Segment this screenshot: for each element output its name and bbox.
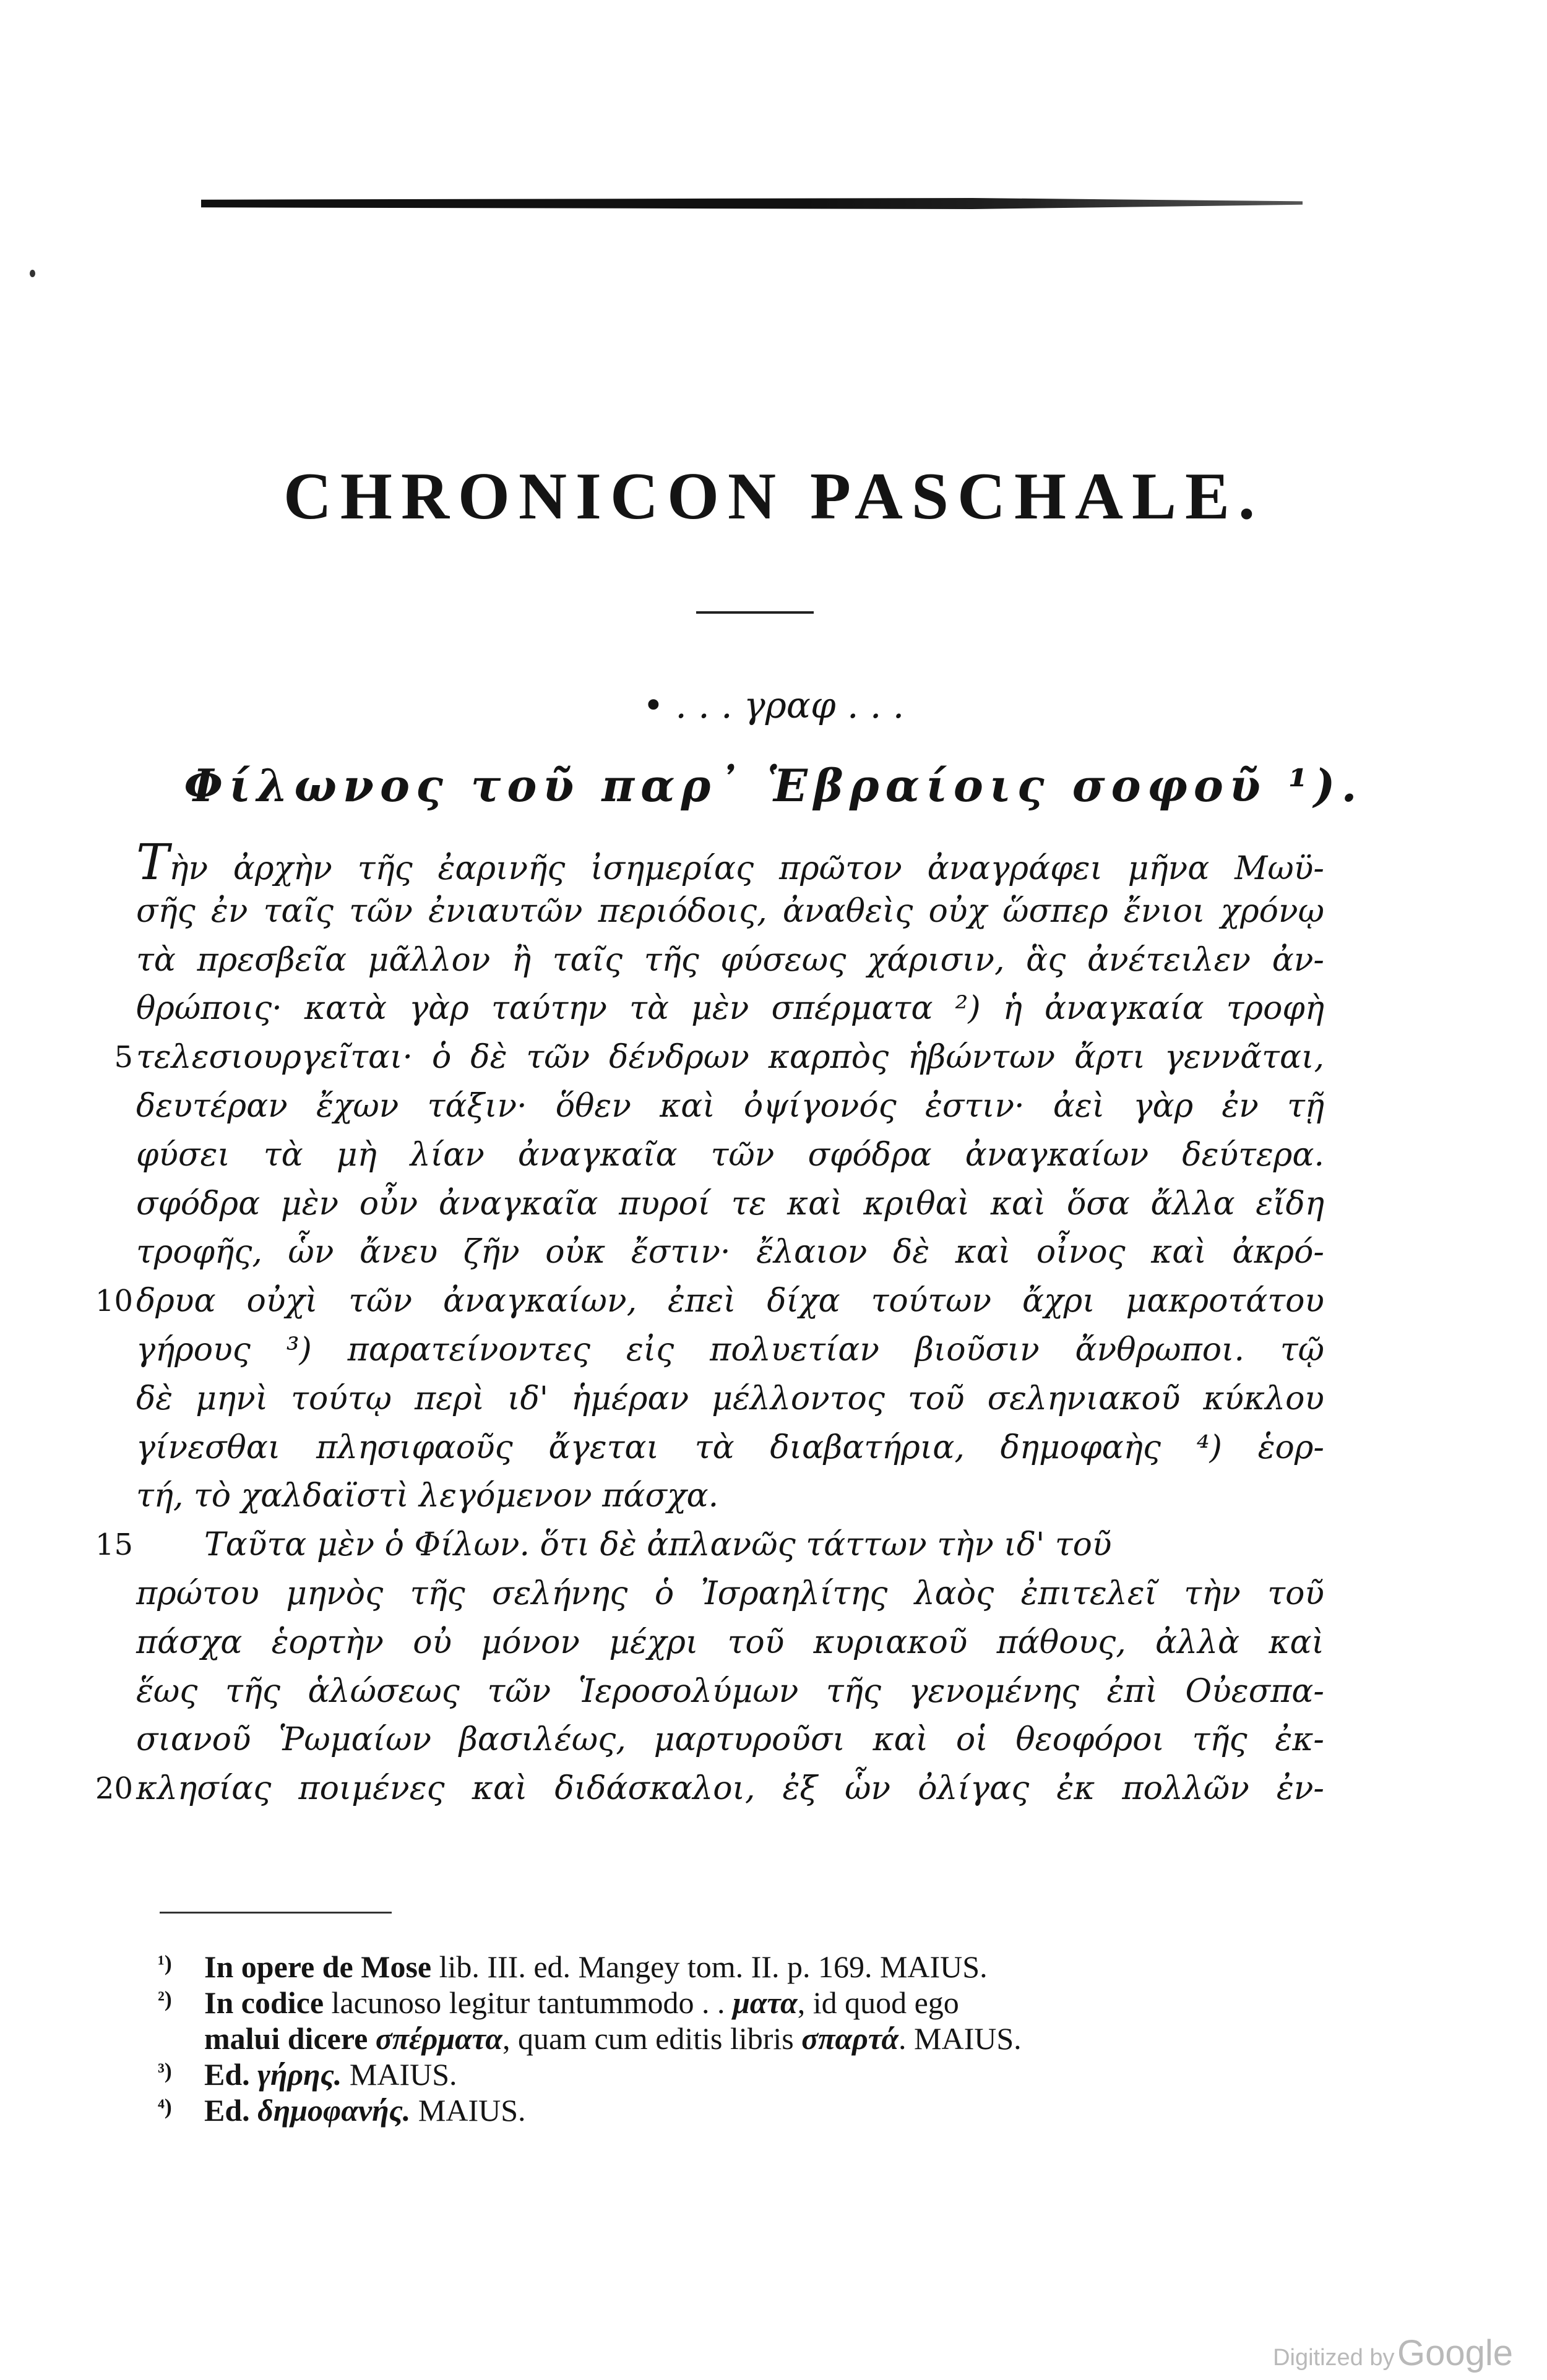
digitized-watermark bbox=[1273, 2332, 1513, 2374]
line-text: Τὴν ἀρχὴν τῆς ἐαρινῆς ἰσημερίας πρῶτον ἀναγράφει μῆνα Μωϋ- bbox=[136, 833, 1324, 891]
line-text: τροφῆς, ὧν ἄνευ ζῆν οὐκ ἔστιν· ἔλαιον δὲ καὶ οἶνος καὶ ἀκρό- bbox=[136, 1234, 1324, 1271]
footnote-continuation bbox=[204, 2021, 1334, 2056]
body-text bbox=[95, 833, 1324, 1813]
text-line bbox=[95, 1764, 1324, 1813]
footnote-greek: ματα bbox=[733, 1985, 798, 2020]
ink-speck bbox=[30, 270, 35, 277]
text-line bbox=[136, 1082, 1324, 1131]
page-title: CHRONICON PASCHALE. bbox=[283, 460, 1264, 533]
line-text: γήρους ³) παρατείνοντες εἰς πολυετίαν βιοῦσιν ἄνθρωποι. τῷ bbox=[136, 1331, 1324, 1368]
text-line bbox=[136, 1131, 1324, 1180]
text-line bbox=[136, 1180, 1324, 1229]
line-text: γίνεσθαι πλησιφαοῦς ἄγεται τὰ διαβατήρια, δημοφαὴς ⁴) ἑορ- bbox=[136, 1428, 1324, 1466]
line-text: θρώποις· κατὰ γὰρ ταύτην τὰ μὲν σπέρματα ²) ἡ ἀναγκαία τροφὴ bbox=[136, 990, 1324, 1028]
line-text: πάσχα ἑορτὴν οὐ μόνον μέχρι τοῦ κυριακοῦ πάθους, ἀλλὰ καὶ bbox=[136, 1623, 1324, 1661]
text-line bbox=[114, 1033, 1324, 1082]
footnote-greek: σπέρματα bbox=[375, 2021, 502, 2056]
text-line bbox=[136, 1472, 1324, 1521]
footnote-text: lacunoso legitur tantummodo . . bbox=[324, 1985, 733, 2020]
line-text: δρυα οὐχὶ τῶν ἀναγκαίων, ἐπεὶ δίχα τούτων ἄχρι μακροτάτου bbox=[136, 1282, 1324, 1320]
line-number: 20 bbox=[95, 1771, 133, 1806]
footnote-text: malui dicere bbox=[204, 2021, 376, 2056]
text-line bbox=[136, 1570, 1324, 1618]
line-text: δευτέραν ἔχων τάξιν· ὅθεν καὶ ὀψίγονός ἐστιν· ἀεὶ γὰρ ἐν τῇ bbox=[136, 1087, 1324, 1125]
footnote-lead: Ed. bbox=[204, 2093, 250, 2128]
line-text: δὲ μηνὶ τούτῳ περὶ ιδ' ἡμέραν μέλλοντος τοῦ σεληνιακοῦ κύκλου bbox=[136, 1380, 1324, 1417]
footnote bbox=[158, 2092, 1334, 2128]
footnote-text: MAIUS. bbox=[410, 2093, 526, 2128]
line-number: 15 bbox=[95, 1527, 133, 1563]
title-rule bbox=[696, 611, 814, 614]
footnote-text: MAIUS. bbox=[342, 2057, 457, 2092]
line-text: Ταῦτα μὲν ὁ Φίλων. ὅτι δὲ ἀπλανῶς τάττων τὴν ιδ' τοῦ bbox=[204, 1526, 1112, 1564]
footnote-greek: γήρης. bbox=[257, 2057, 342, 2092]
line-text: τή, τὸ χαλδαϊστὶ λεγόμενον πάσχα. bbox=[136, 1477, 719, 1515]
line-text: σῆς ἐν ταῖς τῶν ἐνιαυτῶν περιόδοις, ἀναθεὶς οὐχ ὥσπερ ἔνιοι χρόνῳ bbox=[136, 892, 1324, 930]
line-number: 5 bbox=[114, 1040, 133, 1075]
footnote-greek: δημοφανής. bbox=[257, 2093, 411, 2128]
footnote-number: ¹) bbox=[158, 1951, 172, 1975]
footnote-number: ³) bbox=[158, 2058, 172, 2083]
footnote-number: ²) bbox=[158, 1987, 172, 2011]
footnote-greek: σπαρτά bbox=[801, 2021, 899, 2056]
line-text: τὰ πρεσβεῖα μᾶλλον ἢ ταῖς τῆς φύσεως χάρισιν, ἃς ἀνέτειλεν ἀν- bbox=[136, 941, 1324, 979]
text-line bbox=[136, 1228, 1324, 1277]
text-line bbox=[136, 833, 1324, 891]
text-line bbox=[136, 1716, 1324, 1764]
line-text: πρώτου μηνὸς τῆς σελήνης ὁ Ἰσραηλίτης λαὸς ἐπιτελεῖ τὴν τοῦ bbox=[136, 1574, 1324, 1612]
text-line bbox=[136, 936, 1324, 985]
footnote-lead: In codice bbox=[204, 1985, 324, 2020]
footnote-number: ⁴) bbox=[158, 2094, 172, 2119]
text-line bbox=[136, 984, 1324, 1033]
text-line bbox=[95, 1277, 1324, 1326]
footnote bbox=[158, 1949, 1334, 1985]
text-line bbox=[136, 887, 1324, 936]
footnote-text: . MAIUS. bbox=[898, 2021, 1022, 2056]
line-text: κλησίας ποιμένες καὶ διδάσκαλοι, ἐξ ὧν ὀλίγας ἐκ πολλῶν ἐν- bbox=[136, 1770, 1324, 1808]
top-rule bbox=[201, 198, 1303, 209]
footnote bbox=[158, 1985, 1334, 2056]
heading-author: Φίλωνος τοῦ παρ᾽ Ἑβραίοις σοφοῦ ¹). bbox=[184, 759, 1363, 812]
footnote-text: lib. III. ed. Mangey tom. II. p. 169. MAIUS. bbox=[431, 1949, 988, 1984]
footnote-rule bbox=[160, 1912, 392, 1914]
text-line bbox=[136, 1326, 1324, 1375]
line-text: σιανοῦ Ῥωμαίων βασιλέως, μαρτυροῦσι καὶ οἱ θεοφόροι τῆς ἐκ- bbox=[136, 1721, 1324, 1759]
text-line bbox=[136, 1618, 1324, 1667]
text-line bbox=[136, 1424, 1324, 1472]
watermark-prefix: Digitized by bbox=[1273, 2345, 1395, 2371]
footnote-lead: Ed. bbox=[204, 2057, 250, 2092]
footnote-text: , id quod ego bbox=[797, 1985, 959, 2020]
watermark-brand: Google bbox=[1397, 2333, 1513, 2373]
text-line bbox=[95, 1521, 1324, 1570]
line-text: σφόδρα μὲν οὖν ἀναγκαῖα πυροί τε καὶ κριθαὶ καὶ ὅσα ἄλλα εἴδη bbox=[136, 1185, 1324, 1222]
line-text: φύσει τὰ μὴ λίαν ἀναγκαῖα τῶν σφόδρα ἀναγκαίων δεύτερα. bbox=[136, 1136, 1324, 1174]
footnote bbox=[158, 2056, 1334, 2092]
heading-fragment: • . . . γραφ . . . bbox=[642, 684, 905, 726]
footnotes bbox=[158, 1949, 1334, 2128]
text-line bbox=[136, 1667, 1324, 1716]
line-text: τελεσιουργεῖται· ὁ δὲ τῶν δένδρων καρπὸς ἡβώντων ἄρτι γεννᾶται, bbox=[136, 1039, 1324, 1076]
footnote-lead: In opere de Mose bbox=[204, 1949, 432, 1984]
text-line bbox=[136, 1375, 1324, 1424]
line-text: ἕως τῆς ἁλώσεως τῶν Ἱεροσολύμων τῆς γενομένης ἐπὶ Οὐεσπα- bbox=[136, 1672, 1324, 1710]
footnote-text: , quam cum editis libris bbox=[502, 2021, 802, 2056]
line-number: 10 bbox=[95, 1284, 133, 1319]
